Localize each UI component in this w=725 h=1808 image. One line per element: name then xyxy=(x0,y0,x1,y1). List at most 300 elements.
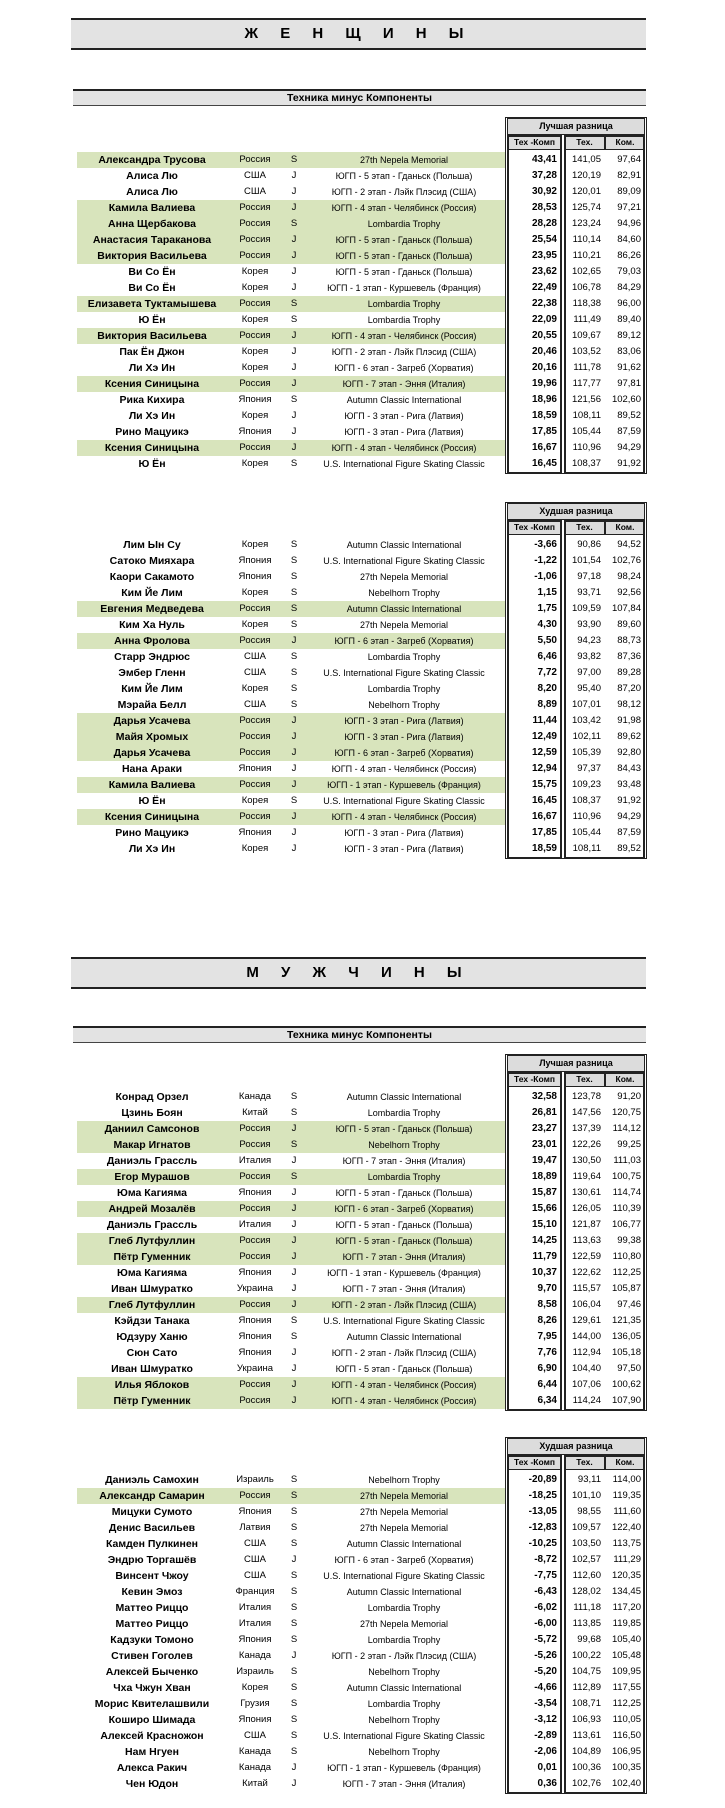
skater-name: Ким Ха Нуль xyxy=(119,619,185,631)
tech-minus-comp: 10,37 xyxy=(531,1267,557,1278)
skater-name: Ксения Синицына xyxy=(104,811,200,823)
level: J xyxy=(291,1123,297,1134)
level: S xyxy=(290,1107,298,1118)
tech-score: 110,96 xyxy=(572,442,601,453)
comp-score: 114,12 xyxy=(612,1123,641,1134)
level: S xyxy=(290,1091,298,1102)
skater-name: Евгения Медведева xyxy=(100,603,204,615)
tech-score: 104,75 xyxy=(571,1666,601,1677)
tech-score: 108,11 xyxy=(572,843,601,854)
country: Россия xyxy=(239,747,271,758)
comp-score: 110,39 xyxy=(612,1203,641,1214)
country: Канада xyxy=(238,1650,272,1661)
event: ЮГП - 3 этап - Рига (Латвия) xyxy=(344,716,464,726)
event: ЮГП - 6 этап - Загреб (Хорватия) xyxy=(334,748,474,758)
event: ЮГП - 6 этап - Загреб (Хорватия) xyxy=(334,363,474,373)
level: J xyxy=(291,410,297,421)
comp-score: 87,36 xyxy=(617,651,641,662)
tech-minus-comp: 18,96 xyxy=(531,394,557,405)
country: Канада xyxy=(238,1091,272,1102)
tech-score: 93,90 xyxy=(577,619,601,630)
skater-name: Илья Яблоков xyxy=(114,1379,190,1391)
tech-minus-comp: -5,72 xyxy=(534,1634,557,1645)
tech-score: 113,85 xyxy=(572,1618,601,1629)
tech-score: 107,06 xyxy=(571,1379,601,1390)
comp-score: 119,35 xyxy=(612,1490,641,1501)
event: U.S. International Figure Skating Classic xyxy=(323,668,485,678)
tech-minus-comp: -20,89 xyxy=(528,1474,557,1485)
level: S xyxy=(290,1602,298,1613)
country: США xyxy=(244,1730,266,1741)
level: J xyxy=(291,186,297,197)
tech-minus-comp: 12,59 xyxy=(531,747,557,758)
tech-score: 137,39 xyxy=(571,1123,601,1134)
tech-score: 108,37 xyxy=(571,795,601,806)
tech-minus-comp: 20,46 xyxy=(531,346,557,357)
level: S xyxy=(290,1490,298,1501)
skater-name: Виктория Васильева xyxy=(97,250,207,262)
skater-name: Цзинь Боян xyxy=(121,1107,183,1119)
event: 27th Nepela Memorial xyxy=(359,155,449,165)
skater-name: Эндрю Торгашёв xyxy=(107,1554,197,1566)
country: Япония xyxy=(238,1187,272,1198)
tech-score: 107,01 xyxy=(571,699,601,710)
tech-score: 97,37 xyxy=(577,763,601,774)
skater-name: Ким Йе Лим xyxy=(121,683,183,695)
tech-minus-comp: 16,67 xyxy=(531,442,557,453)
table-frame xyxy=(505,1054,647,1411)
country: Латвия xyxy=(239,1522,271,1533)
country: Россия xyxy=(239,603,271,614)
table-frame xyxy=(505,117,647,474)
level: S xyxy=(290,314,298,325)
tech-minus-comp: 25,54 xyxy=(531,234,557,245)
tech-minus-comp: 22,09 xyxy=(531,314,557,325)
tech-minus-comp: -3,66 xyxy=(534,539,557,550)
comp-score: 89,09 xyxy=(617,186,641,197)
event: ЮГП - 4 этап - Челябинск (Россия) xyxy=(331,203,477,213)
event: ЮГП - 3 этап - Рига (Латвия) xyxy=(344,411,464,421)
level: S xyxy=(290,1570,298,1581)
skater-name: Рино Мацуикэ xyxy=(115,426,189,438)
column-header: Тех. xyxy=(564,520,605,535)
skater-name: Стивен Гоголев xyxy=(111,1650,193,1662)
tech-minus-comp: 6,90 xyxy=(537,1363,557,1374)
event: Autumn Classic International xyxy=(346,1539,462,1549)
tech-score: 121,56 xyxy=(571,394,601,405)
tech-score: 110,21 xyxy=(572,250,601,261)
tech-minus-comp: 20,16 xyxy=(531,362,557,373)
country: США xyxy=(244,1554,266,1565)
country: Канада xyxy=(238,1762,272,1773)
skater-name: Каори Сакамото xyxy=(109,571,195,583)
tech-score: 94,23 xyxy=(577,635,601,646)
skater-name: Виктория Васильева xyxy=(97,330,207,342)
event: ЮГП - 7 этап - Эння (Италия) xyxy=(342,379,466,389)
level: S xyxy=(290,1139,298,1150)
comp-score: 92,56 xyxy=(617,587,641,598)
skater-name: Анастасия Тараканова xyxy=(92,234,212,246)
country: Украина xyxy=(236,1363,274,1374)
event: Lombardia Trophy xyxy=(367,1172,441,1182)
country: Япония xyxy=(238,1331,272,1342)
comp-score: 91,62 xyxy=(617,362,641,373)
country: США xyxy=(244,1570,266,1581)
skater-name: Егор Мурашов xyxy=(114,1171,190,1183)
comp-score: 91,92 xyxy=(617,795,641,806)
country: Япония xyxy=(238,827,272,838)
tech-score: 119,64 xyxy=(572,1171,601,1182)
column-header: Тех -Комп xyxy=(507,1455,562,1470)
country: Корея xyxy=(241,619,269,630)
tech-score: 104,40 xyxy=(571,1363,601,1374)
skater-name: Ли Хэ Ин xyxy=(128,843,176,855)
level: J xyxy=(291,1395,297,1406)
skater-name: Даниэль Грассль xyxy=(106,1219,198,1231)
country: Корея xyxy=(241,314,269,325)
comp-score: 89,12 xyxy=(617,330,641,341)
tech-minus-comp: -1,22 xyxy=(534,555,557,566)
comp-score: 116,50 xyxy=(612,1730,641,1741)
skater-name: Пак Ён Джон xyxy=(119,346,185,358)
comp-score: 105,87 xyxy=(611,1283,641,1294)
event: ЮГП - 7 этап - Эння (Италия) xyxy=(342,1252,466,1262)
comp-score: 105,18 xyxy=(611,1347,641,1358)
comp-score: 99,25 xyxy=(617,1139,641,1150)
country: Япония xyxy=(238,763,272,774)
level: S xyxy=(290,539,298,550)
event: Nebelhorn Trophy xyxy=(368,1747,440,1757)
tech-score: 109,57 xyxy=(571,1522,601,1533)
comp-score: 117,55 xyxy=(612,1682,641,1693)
tech-score: 123,24 xyxy=(571,218,601,229)
level: S xyxy=(290,1730,298,1741)
level: J xyxy=(291,827,297,838)
event: Lombardia Trophy xyxy=(367,1635,441,1645)
tech-minus-comp: 18,59 xyxy=(531,410,557,421)
tech-score: 101,10 xyxy=(571,1490,601,1501)
level: J xyxy=(291,234,297,245)
tech-minus-comp: 8,58 xyxy=(537,1299,557,1310)
skater-name: Дарья Усачева xyxy=(113,747,191,759)
skater-name: Макар Игнатов xyxy=(113,1139,191,1151)
country: США xyxy=(244,667,266,678)
skater-name: Чен Юдон xyxy=(125,1778,179,1790)
tech-minus-comp: 16,45 xyxy=(531,458,557,469)
level: J xyxy=(291,346,297,357)
level: J xyxy=(291,442,297,453)
tech-minus-comp: -7,75 xyxy=(534,1570,557,1581)
skater-name: Пётр Гуменник xyxy=(113,1395,191,1407)
event: ЮГП - 4 этап - Челябинск (Россия) xyxy=(331,443,477,453)
skater-name: Рика Кихира xyxy=(119,394,185,406)
level: S xyxy=(290,1746,298,1757)
event: ЮГП - 1 этап - Куршевель (Франция) xyxy=(327,1268,481,1278)
country: Россия xyxy=(239,298,271,309)
tech-minus-comp: 0,01 xyxy=(537,1762,557,1773)
skater-name: Камден Пулкинен xyxy=(105,1538,199,1550)
table-frame xyxy=(505,1437,647,1794)
comp-score: 112,25 xyxy=(612,1698,641,1709)
event: ЮГП - 6 этап - Загреб (Хорватия) xyxy=(334,1204,474,1214)
country: Россия xyxy=(239,1251,271,1262)
country: Италия xyxy=(238,1618,272,1629)
comp-score: 94,52 xyxy=(617,539,641,550)
level: S xyxy=(290,298,298,309)
column-header: Тех -Комп xyxy=(507,1072,562,1087)
comp-score: 111,03 xyxy=(613,1155,641,1166)
tech-score: 103,50 xyxy=(571,1538,601,1549)
skater-name: Мицуки Сумото xyxy=(111,1506,193,1518)
level: S xyxy=(290,1714,298,1725)
section-title-men: М У Ж Ч И Н Ы xyxy=(71,957,646,989)
country: Корея xyxy=(241,282,269,293)
tech-minus-comp: 14,25 xyxy=(531,1235,557,1246)
column-header: Ком. xyxy=(605,1072,645,1087)
event: 27th Nepela Memorial xyxy=(359,1619,449,1629)
skater-name: Кэйдзи Танака xyxy=(114,1315,190,1327)
comp-score: 102,76 xyxy=(611,555,641,566)
comp-score: 100,35 xyxy=(611,1762,641,1773)
skater-name: Анна Фролова xyxy=(114,635,190,647)
tech-minus-comp: 6,44 xyxy=(537,1379,557,1390)
tech-score: 111,18 xyxy=(573,1602,601,1613)
country: Япония xyxy=(238,426,272,437)
level: S xyxy=(290,1634,298,1645)
tech-minus-comp: -1,06 xyxy=(534,571,557,582)
level: J xyxy=(291,1650,297,1661)
level: S xyxy=(290,218,298,229)
skater-name: Конрад Орзел xyxy=(115,1091,189,1103)
tech-minus-comp: 18,89 xyxy=(531,1171,557,1182)
skater-name: Нана Араки xyxy=(121,763,183,775)
country: Россия xyxy=(239,234,271,245)
tech-minus-comp: 4,30 xyxy=(537,619,557,630)
country: Израиль xyxy=(236,1666,274,1677)
country: Россия xyxy=(239,378,271,389)
level: J xyxy=(291,763,297,774)
country: Россия xyxy=(239,202,271,213)
comp-score: 112,25 xyxy=(612,1267,641,1278)
event: 27th Nepela Memorial xyxy=(359,1507,449,1517)
tech-score: 112,89 xyxy=(572,1682,601,1693)
tech-score: 93,71 xyxy=(577,587,601,598)
tech-score: 103,42 xyxy=(571,715,601,726)
event: ЮГП - 5 этап - Гданьск (Польша) xyxy=(335,1124,473,1134)
comp-score: 89,60 xyxy=(617,619,641,630)
event: ЮГП - 4 этап - Челябинск (Россия) xyxy=(331,764,477,774)
tech-minus-comp: 8,20 xyxy=(537,683,557,694)
event: ЮГП - 4 этап - Челябинск (Россия) xyxy=(331,1396,477,1406)
tech-minus-comp: -5,26 xyxy=(534,1650,557,1661)
skater-name: Ксения Синицына xyxy=(104,378,200,390)
section-subtitle-men: Техника минус Компоненты xyxy=(73,1026,646,1043)
comp-score: 102,40 xyxy=(611,1778,641,1789)
skater-name: Иван Шмуратко xyxy=(111,1363,193,1375)
skater-name: Андрей Мозалёв xyxy=(108,1203,196,1215)
comp-score: 111,60 xyxy=(613,1506,641,1517)
country: Россия xyxy=(239,442,271,453)
tech-minus-comp: 15,87 xyxy=(531,1187,557,1198)
level: J xyxy=(291,362,297,373)
skater-name: Ли Хэ Ин xyxy=(128,362,176,374)
comp-score: 107,84 xyxy=(611,603,641,614)
event: Autumn Classic International xyxy=(346,1683,462,1693)
level: S xyxy=(290,458,298,469)
skater-name: Иван Шмуратко xyxy=(111,1283,193,1295)
country: Корея xyxy=(241,362,269,373)
comp-score: 107,90 xyxy=(611,1395,641,1406)
tech-minus-comp: 6,34 xyxy=(537,1395,557,1406)
comp-score: 87,20 xyxy=(617,683,641,694)
country: Италия xyxy=(238,1219,272,1230)
skater-name: Алексей Красножон xyxy=(100,1730,204,1742)
tech-score: 106,78 xyxy=(571,282,601,293)
tech-minus-comp: -2,89 xyxy=(534,1730,557,1741)
tech-minus-comp: 32,58 xyxy=(531,1091,557,1102)
event: Nebelhorn Trophy xyxy=(368,1475,440,1485)
skater-name: Алиса Лю xyxy=(126,170,178,182)
tech-minus-comp: 23,01 xyxy=(531,1139,557,1150)
comp-score: 100,75 xyxy=(611,1171,641,1182)
country: Япония xyxy=(238,555,272,566)
tech-minus-comp: -3,12 xyxy=(534,1714,557,1725)
country: Россия xyxy=(239,1379,271,1390)
comp-score: 79,03 xyxy=(617,266,641,277)
country: Россия xyxy=(239,330,271,341)
level: S xyxy=(290,795,298,806)
tech-minus-comp: 11,44 xyxy=(532,715,557,726)
tech-score: 141,05 xyxy=(571,154,601,165)
event: ЮГП - 7 этап - Эння (Италия) xyxy=(342,1284,466,1294)
section-title-women: Ж Е Н Щ И Н Ы xyxy=(71,18,646,50)
tech-minus-comp: 30,92 xyxy=(531,186,557,197)
country: Россия xyxy=(239,731,271,742)
tech-score: 110,14 xyxy=(572,234,601,245)
tech-score: 114,24 xyxy=(572,1395,601,1406)
country: Россия xyxy=(239,154,271,165)
country: Грузия xyxy=(240,1698,270,1709)
event: Lombardia Trophy xyxy=(367,652,441,662)
comp-score: 113,75 xyxy=(612,1538,641,1549)
level: J xyxy=(291,1347,297,1358)
tech-score: 93,11 xyxy=(577,1474,601,1485)
country: Япония xyxy=(238,1634,272,1645)
event: Nebelhorn Trophy xyxy=(368,1140,440,1150)
tech-minus-comp: -4,66 xyxy=(534,1682,557,1693)
tech-score: 120,19 xyxy=(571,170,601,181)
tech-minus-comp: 20,55 xyxy=(531,330,557,341)
skater-name: Сюн Сато xyxy=(126,1347,178,1359)
tech-minus-comp: -10,25 xyxy=(528,1538,557,1549)
level: J xyxy=(291,731,297,742)
skater-name: Алекса Ракич xyxy=(116,1762,188,1774)
tech-minus-comp: 28,28 xyxy=(531,218,557,229)
country: Италия xyxy=(238,1155,272,1166)
skater-name: Майя Хромых xyxy=(115,731,189,743)
tech-score: 111,78 xyxy=(573,362,601,373)
comp-score: 102,60 xyxy=(611,394,641,405)
comp-score: 89,28 xyxy=(617,667,641,678)
event: Lombardia Trophy xyxy=(367,684,441,694)
country: Россия xyxy=(239,1235,271,1246)
comp-score: 97,81 xyxy=(617,378,641,389)
table-caption: Лучшая разница xyxy=(507,118,645,135)
comp-score: 120,35 xyxy=(611,1570,641,1581)
tech-score: 102,11 xyxy=(572,731,601,742)
event: ЮГП - 1 этап - Куршевель (Франция) xyxy=(327,1763,481,1773)
comp-score: 84,60 xyxy=(617,234,641,245)
tech-score: 109,23 xyxy=(571,779,601,790)
event: ЮГП - 2 этап - Лэйк Плэсид (США) xyxy=(331,1300,477,1310)
tech-score: 108,37 xyxy=(571,458,601,469)
tech-score: 90,86 xyxy=(577,539,601,550)
country: США xyxy=(244,699,266,710)
skater-name: Алиса Лю xyxy=(126,186,178,198)
country: Корея xyxy=(241,410,269,421)
tech-score: 105,44 xyxy=(571,426,601,437)
level: S xyxy=(290,699,298,710)
tech-score: 118,38 xyxy=(572,298,601,309)
comp-score: 134,45 xyxy=(611,1586,641,1597)
skater-name: Чха Чжун Хван xyxy=(113,1682,191,1694)
country: Корея xyxy=(241,346,269,357)
tech-minus-comp: 1,15 xyxy=(537,587,557,598)
level: S xyxy=(290,587,298,598)
event: 27th Nepela Memorial xyxy=(359,620,449,630)
event: ЮГП - 7 этап - Эння (Италия) xyxy=(342,1156,466,1166)
level: J xyxy=(291,1762,297,1773)
tech-score: 113,61 xyxy=(572,1730,601,1741)
skater-name: Юма Кагияма xyxy=(116,1187,187,1199)
tech-minus-comp: 8,26 xyxy=(537,1315,557,1326)
event: ЮГП - 5 этап - Гданьск (Польша) xyxy=(335,251,473,261)
tech-minus-comp: 17,85 xyxy=(531,827,557,838)
level: J xyxy=(291,1219,297,1230)
event: ЮГП - 5 этап - Гданьск (Польша) xyxy=(335,1188,473,1198)
tech-minus-comp: 23,95 xyxy=(531,250,557,261)
table-caption: Худшая разница xyxy=(507,1438,645,1455)
tech-minus-comp: 15,10 xyxy=(531,1219,557,1230)
event: ЮГП - 2 этап - Лэйк Плэсид (США) xyxy=(331,187,477,197)
comp-score: 89,40 xyxy=(617,314,641,325)
level: S xyxy=(290,1331,298,1342)
tech-score: 122,62 xyxy=(571,1267,601,1278)
skater-name: Нам Нгуен xyxy=(125,1746,179,1758)
level: S xyxy=(290,619,298,630)
event: ЮГП - 3 этап - Рига (Латвия) xyxy=(344,732,464,742)
event: 27th Nepela Memorial xyxy=(359,1523,449,1533)
event: Lombardia Trophy xyxy=(367,1108,441,1118)
level: J xyxy=(291,1203,297,1214)
level: S xyxy=(290,154,298,165)
comp-score: 114,00 xyxy=(612,1474,641,1485)
country: Италия xyxy=(238,1602,272,1613)
country: Япония xyxy=(238,1315,272,1326)
level: S xyxy=(290,1171,298,1182)
tech-score: 102,65 xyxy=(571,266,601,277)
tech-score: 105,39 xyxy=(571,747,601,758)
level: J xyxy=(291,170,297,181)
column-header: Тех. xyxy=(564,1072,605,1087)
event: ЮГП - 4 этап - Челябинск (Россия) xyxy=(331,1380,477,1390)
event: ЮГП - 3 этап - Рига (Латвия) xyxy=(344,427,464,437)
tech-minus-comp: 28,53 xyxy=(531,202,557,213)
comp-score: 120,75 xyxy=(611,1107,641,1118)
tech-score: 122,26 xyxy=(571,1139,601,1150)
comp-score: 96,00 xyxy=(617,298,641,309)
comp-score: 106,95 xyxy=(611,1746,641,1757)
